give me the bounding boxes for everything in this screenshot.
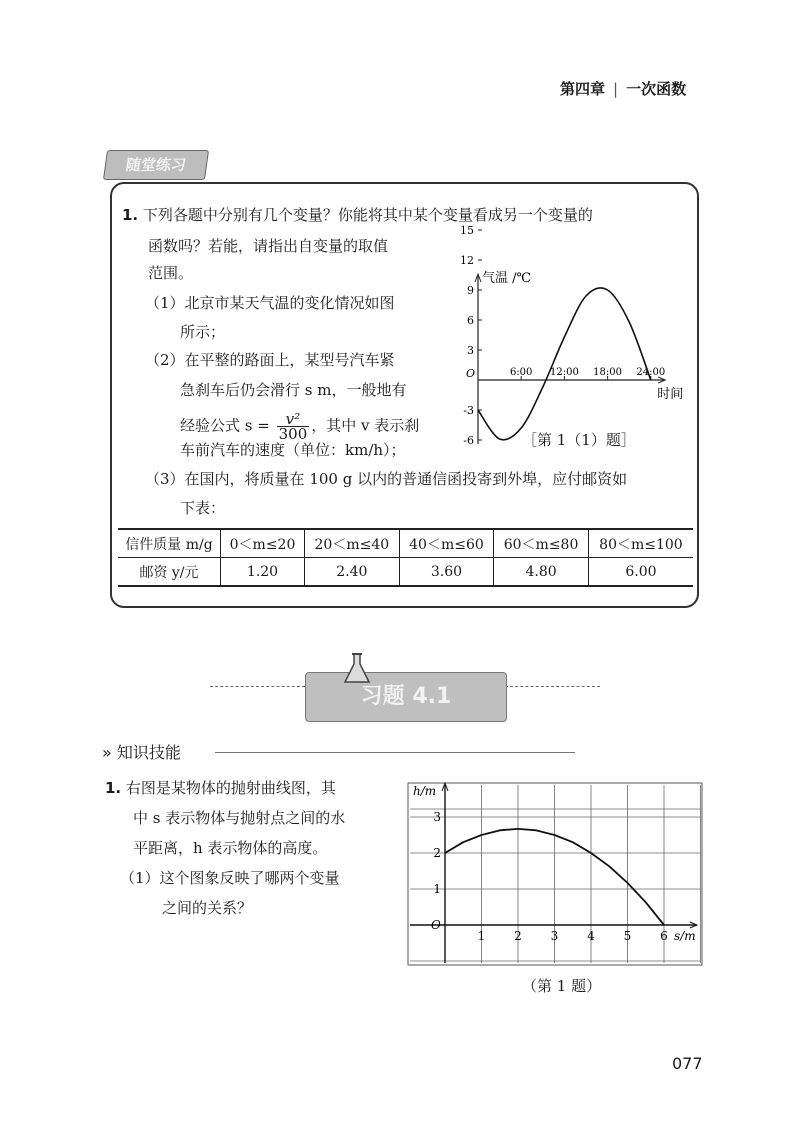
ex1-sub1-line-2: 之间的关系？ xyxy=(162,899,253,917)
x-tick-label: 6 xyxy=(660,929,668,943)
origin-label: O xyxy=(466,367,476,380)
table-cell: 20＜m≤40 xyxy=(305,529,400,558)
table-row xyxy=(118,529,693,558)
table-row xyxy=(118,558,693,587)
flask-icon xyxy=(342,652,372,686)
x-tick-label: 12:00 xyxy=(549,367,579,378)
y-tick-label: -6 xyxy=(463,434,474,447)
sub1-line-1: （1）北京市某天气温的变化情况如图 xyxy=(145,294,395,312)
ex1-text-1: 右图是某物体的抛射曲线图，其 xyxy=(125,779,336,797)
table-cell: 1.20 xyxy=(221,558,305,587)
y-axis-label: 气温 /℃ xyxy=(482,271,532,286)
formula-numerator: v² xyxy=(277,412,310,427)
ex1-number: 1. xyxy=(105,779,122,797)
sub3-line-2: 下表： xyxy=(180,499,226,517)
banner-rule-right xyxy=(505,686,600,687)
table-cell: 3.60 xyxy=(399,558,494,587)
sub2-line-4: 车前汽车的速度（单位：km/h）； xyxy=(180,441,406,459)
table-header-mass: 信件质量 m/g xyxy=(118,529,221,558)
projectile-grid xyxy=(408,783,702,965)
y-tick-label: 6 xyxy=(467,314,474,327)
origin-label: O xyxy=(431,918,441,932)
table-cell: 4.80 xyxy=(494,558,589,587)
section-title: 知识技能 xyxy=(116,743,181,762)
formula-suffix: ，其中 v 表示刹 xyxy=(311,416,420,435)
temperature-caption: ［第 1（1）题］ xyxy=(522,431,636,449)
x-tick-label: 2 xyxy=(514,929,522,943)
header-separator: | xyxy=(613,80,619,98)
ex1-line-1 xyxy=(105,778,336,798)
q1-line-1 xyxy=(122,205,593,225)
section-rule xyxy=(215,752,575,753)
q1-text-1: 下列各题中分别有几个变量？你能将其中某个变量看成另一个变量的 xyxy=(142,206,593,224)
formula-prefix: 经验公式 xyxy=(180,416,245,435)
projectile-caption: （第 1 题） xyxy=(522,977,602,995)
ex1-sub1-line-1: （1）这个图象反映了哪两个变量 xyxy=(120,869,340,887)
y-tick-label: 3 xyxy=(433,810,441,824)
y-tick-label: 3 xyxy=(467,344,474,357)
x-tick-label: 5 xyxy=(623,929,632,943)
sub3-line-1: （3）在国内，将质量在 100 g 以内的普通信函投寄到外埠，应付邮资如 xyxy=(145,470,628,488)
running-header xyxy=(560,78,686,99)
x-tick-label: 18:00 xyxy=(593,367,623,378)
y-tick-label: 12 xyxy=(460,254,474,267)
x-tick-label: 4 xyxy=(587,929,595,943)
q1-line-2: 函数吗？若能，请指出自变量的取值 xyxy=(148,237,389,255)
sub2-line-2: 急刹车后仍会滑行 s m，一般地有 xyxy=(180,381,407,399)
q1-line-3: 范围。 xyxy=(148,264,194,282)
ex1-line-3: 平距离，h 表示物体的高度。 xyxy=(133,839,328,857)
y-tick-label: -3 xyxy=(463,404,474,417)
y-tick-label: 2 xyxy=(433,846,441,860)
table-cell: 40＜m≤60 xyxy=(399,529,494,558)
page-number: 077 xyxy=(672,1054,703,1073)
y-tick-label: 15 xyxy=(460,224,474,237)
section-heading xyxy=(102,740,181,763)
x-tick-label: 6:00 xyxy=(509,367,533,378)
x-axis-label: s/m xyxy=(674,929,696,943)
table-cell: 0＜m≤20 xyxy=(221,529,305,558)
exercise-banner: 习题 4.1 xyxy=(305,672,507,722)
formula-fraction xyxy=(277,412,310,441)
sub2-line-1: （2）在平整的路面上，某型号汽车紧 xyxy=(145,351,395,369)
y-axis-label: h/m xyxy=(413,784,437,798)
postage-table xyxy=(118,528,693,587)
sub1-line-2: 所示； xyxy=(180,323,226,341)
x-axis-label: 时间 xyxy=(657,387,684,402)
temperature-marks xyxy=(478,288,651,440)
practice-tag: 随堂练习 xyxy=(103,150,209,180)
table-cell: 60＜m≤80 xyxy=(494,529,589,558)
formula-denominator: 300 xyxy=(278,425,308,443)
x-tick-label: 24:00 xyxy=(636,367,666,378)
y-tick-label: 1 xyxy=(433,882,441,896)
y-tick-label: 9 xyxy=(467,284,474,297)
table-cell: 2.40 xyxy=(305,558,400,587)
formula-lhs: s = xyxy=(244,416,270,435)
sub2-line-3 xyxy=(180,412,419,441)
temperature-curve xyxy=(478,288,651,440)
table-header-postage: 邮资 y/元 xyxy=(118,558,221,587)
table-cell: 80＜m≤100 xyxy=(588,529,693,558)
ex1-line-2: 中 s 表示物体与抛射点之间的水 xyxy=(133,809,346,827)
q1-number: 1. xyxy=(122,206,139,224)
x-tick-label: 1 xyxy=(477,929,486,943)
chapter-label: 第四章 xyxy=(560,80,606,98)
banner-rule-left xyxy=(210,686,305,687)
projectile-chart xyxy=(405,775,705,975)
chapter-title: 一次函数 xyxy=(626,80,687,98)
table-cell: 6.00 xyxy=(588,558,693,587)
double-chevron-icon: » xyxy=(102,743,112,762)
x-tick-label: 3 xyxy=(550,929,559,943)
